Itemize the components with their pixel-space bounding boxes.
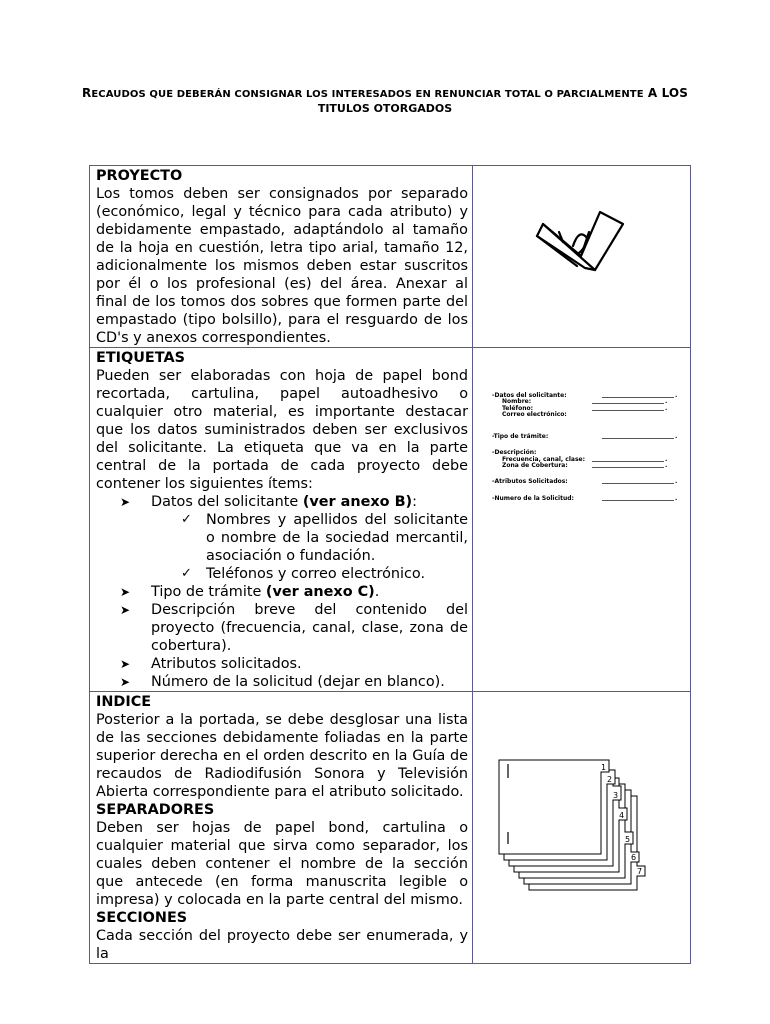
list-item: ➤ Número de la solicitud (dejar en blanco).	[120, 674, 445, 690]
open-folder-icon	[473, 166, 690, 342]
indice-text: Posterior a la portada, se debe desglosar una lista de las secciones debidamente foliadas en la parte superior derecha en el orden descrito en la Guía de recaudos de Radiodifusión Sonora y Televisión Abierta correspondiente para el atributo solicitado.	[96, 712, 468, 800]
row-indice	[90, 692, 691, 964]
label-sample-form: -Datos del solicitante: . Nombre: . Teléfono: . Correo electrónico: -Tipo de trámite: . -Descripción: Frecuencia, canal, clase: . Zona de Cobertura: . -Atributos Solicitados: . -Numero de la Solicitud: .	[492, 392, 678, 502]
sub-list	[96, 511, 468, 583]
list-item: ➤ Descripción breve del contenido del proyecto (frecuencia, canal, clase, zona de cobertura).	[120, 602, 468, 654]
etiquetas-text: Pueden ser elaboradas con hoja de papel bond recortada, cartulina, papel autoadhesivo o cualquier otro material, es importante destacar que los datos suministrados deben ser exclusivos del solicitante. La etiqueta que va en la parte central de la portada de cada proyecto debe contener los siguientes ítems:	[96, 368, 468, 492]
tab-label: 4	[619, 811, 625, 820]
row-etiquetas	[90, 348, 691, 692]
etiquetas-list	[96, 493, 468, 691]
proyecto-text: Los tomos deben ser consignados por separado (económico, legal y técnico para cada atributo) y debidamente empastado, adaptándolo al tamaño de la hoja en cuestión, letra tipo arial, tamaño 12, adicionalmente los mismos deben estar suscritos por él o los profesional (es) del área. Anexar al final de los tomos dos sobres que formen parte del empastado (tipo bolsillo), para el resguardo de los CD's y anexos correspondientes.	[96, 186, 468, 346]
separadores-text: Deben ser hojas de papel bond, cartulina o cualquier material que sirva como separador, los cuales deben contener el nombre de la sección que antecede (en forma manuscrita legible o impresa) y colocada en la parte central del mismo.	[96, 820, 468, 908]
dividers-image-cell	[473, 692, 691, 964]
tab-dividers-icon	[473, 692, 690, 942]
etiquetas-cell	[90, 348, 473, 692]
sub-list-item: ✓ Nombres y apellidos del solicitante o nombre de la sociedad mercantil, asociación o fundación.	[181, 512, 468, 564]
proyecto-cell	[90, 166, 473, 348]
list-item: ➤ Tipo de trámite (ver anexo C).	[120, 584, 380, 600]
row-proyecto	[90, 166, 691, 348]
label-sample-cell	[473, 348, 691, 692]
tab-label: 3	[613, 791, 619, 800]
proyecto-image-cell	[473, 166, 691, 348]
separadores-heading: SEPARADORES	[96, 802, 215, 818]
tab-label: 1	[601, 763, 607, 772]
tab-label: 5	[625, 835, 631, 844]
secciones-heading: SECCIONES	[96, 910, 188, 926]
indice-cell	[90, 692, 473, 964]
proyecto-heading: PROYECTO	[96, 168, 183, 184]
document-title-line1: RECAUDOS QUE DEBERÁN CONSIGNAR LOS INTERESADOS EN RENUNCIAR TOTAL O PARCIALMENTE A LOS	[82, 86, 688, 100]
tab-label: 7	[637, 867, 643, 876]
document-title-line2: TITULOS OTORGADOS	[317, 102, 453, 115]
list-item: ➤ Atributos solicitados.	[120, 656, 302, 672]
list-item: ➤ Datos del solicitante (ver anexo B): ✓ Nombres y apellidos del solicitante o nombre de la sociedad mercantil, asociación o fundación. ✓ Teléfonos y correo electrónico.	[96, 493, 468, 583]
tab-label: 2	[607, 775, 613, 784]
tab-label: 6	[631, 853, 637, 862]
secciones-text: Cada sección del proyecto debe ser enumerada, y la	[96, 928, 468, 962]
sub-list-item: ✓ Teléfonos y correo electrónico.	[181, 566, 426, 582]
etiquetas-heading: ETIQUETAS	[96, 350, 185, 366]
indice-heading: INDICE	[96, 694, 152, 710]
requirements-table	[89, 165, 691, 964]
